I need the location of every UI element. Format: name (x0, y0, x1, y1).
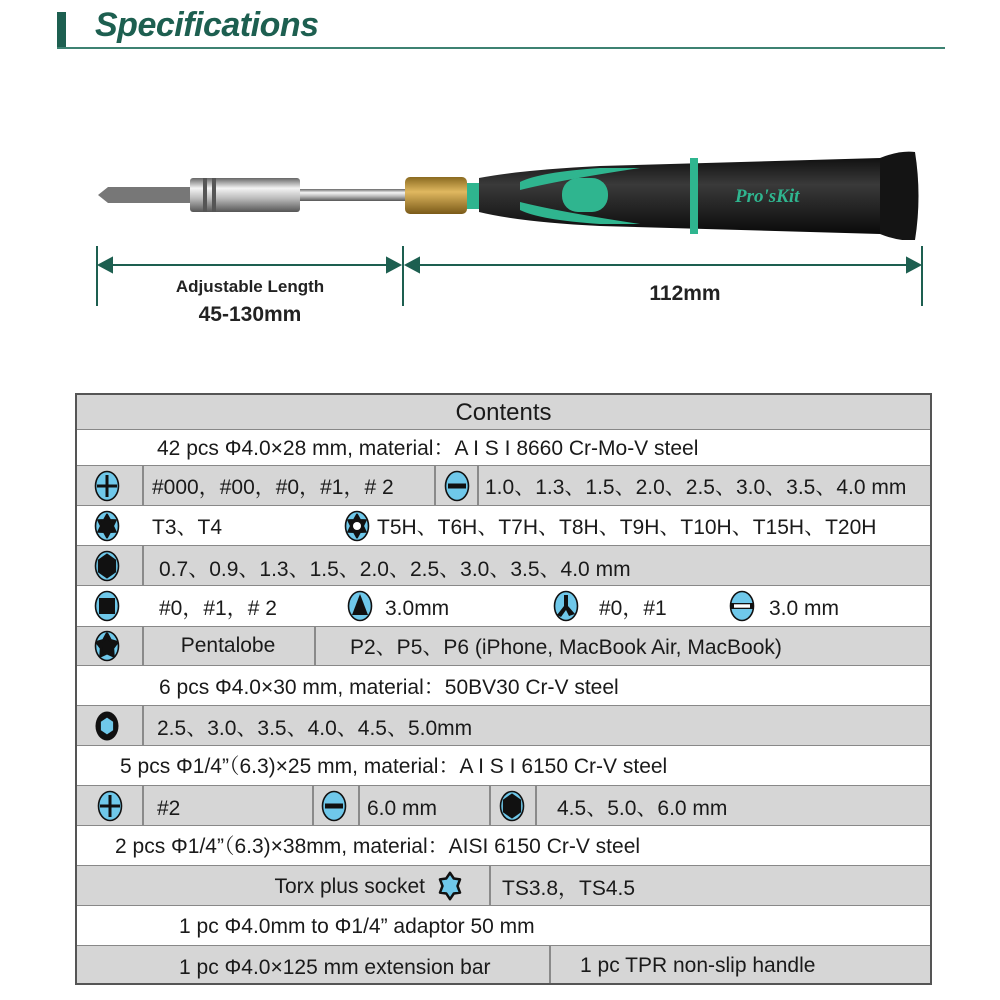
adjustable-length-value: 45-130mm (198, 303, 302, 326)
spanner-icon (729, 590, 755, 622)
adaptor-spec: 1 pc Φ4.0mm to Φ1/4” adaptor 50 mm (179, 915, 535, 938)
brand-logo: Pro'sKit (735, 186, 800, 207)
contents-table (75, 393, 932, 985)
phillips-icon (94, 470, 120, 502)
bits-42-spec: 42 pcs Φ4.0×28 mm, material：A I S I 8660 Cr-Mo-V steel (157, 437, 699, 460)
pentalobe-label: Pentalobe (180, 634, 276, 657)
hex-icon (499, 790, 525, 822)
torx-tamper-sizes: T5H、T6H、T7H、T8H、T9H、T10H、T15H、T20H (377, 516, 877, 539)
header-accent-bar (57, 12, 66, 48)
table-row (77, 585, 930, 626)
page-title: Specifications (95, 6, 319, 44)
triangle-sizes: 3.0mm (385, 597, 450, 620)
handle-spec: 1 pc TPR non-slip handle (580, 954, 816, 977)
table-row (77, 705, 930, 745)
slotted-sizes: 1.0、1.3、1.5、2.0、2.5、3.0、3.5、4.0 mm (485, 476, 907, 499)
spanner-sizes: 3.0 mm (769, 597, 840, 620)
hex-icon (94, 550, 120, 582)
slotted-size: 6.0 mm (367, 797, 438, 820)
hex-socket-sizes: 2.5、3.0、3.5、4.0、4.5、5.0mm (157, 717, 473, 740)
phillips-icon (97, 790, 123, 822)
adjustable-length-label: Adjustable Length (175, 277, 325, 296)
square-icon (94, 590, 120, 622)
bits-5-spec: 5 pcs Φ1/4”（6.3)×25 mm, material：A I S I 6150 Cr-V steel (120, 755, 668, 778)
table-row (77, 505, 930, 545)
table-row (77, 745, 930, 785)
hex-sizes: 0.7、0.9、1.3、1.5、2.0、2.5、3.0、3.5、4.0 mm (159, 558, 631, 581)
tri-point-sizes: #0，#1 (599, 597, 667, 620)
dimension-lines (0, 240, 1000, 310)
table-row (77, 865, 930, 905)
pentalobe-sizes: P2、P5、P6 (iPhone, MacBook Air, MacBook) (350, 636, 782, 659)
hex-socket-icon (94, 710, 120, 742)
extension-bar-spec: 1 pc Φ4.0×125 mm extension bar (179, 956, 491, 979)
tri-point-icon (553, 590, 579, 622)
torx-icon (94, 510, 120, 542)
table-row (77, 665, 930, 705)
table-row (77, 905, 930, 945)
phillips-sizes: #000，#00，#0，#1，# 2 (152, 476, 394, 499)
handle-length-value: 112mm (649, 282, 721, 305)
table-row (77, 429, 930, 465)
pentalobe-icon (94, 630, 120, 662)
slotted-icon (321, 790, 347, 822)
bits-2-spec: 2 pcs Φ1/4”（6.3)×38mm, material：AISI 6150 Cr-V steel (115, 835, 641, 858)
torx-sizes: T3、T4 (152, 516, 223, 539)
torx-plus-label: Torx plus socket (274, 875, 425, 898)
screwdriver-image (0, 140, 1000, 240)
table-row (77, 465, 930, 505)
square-sizes: #0，#1，# 2 (159, 597, 277, 620)
table-row (77, 825, 930, 865)
torx-plus-icon (437, 870, 463, 902)
header-divider (57, 47, 945, 49)
table-header-row (77, 395, 930, 429)
phillips-size: #2 (157, 797, 181, 820)
torx-plus-sizes: TS3.8，TS4.5 (502, 877, 636, 900)
triangle-icon (347, 590, 373, 622)
table-row (77, 626, 930, 665)
table-title: Contents (455, 399, 552, 426)
hex-sizes: 4.5、5.0、6.0 mm (557, 797, 728, 820)
table-row (77, 785, 930, 825)
bits-6-spec: 6 pcs Φ4.0×30 mm, material：50BV30 Cr-V steel (159, 676, 619, 699)
torx-tamper-icon (344, 510, 370, 542)
slotted-icon (444, 470, 470, 502)
table-row (77, 545, 930, 585)
table-row (77, 945, 930, 983)
